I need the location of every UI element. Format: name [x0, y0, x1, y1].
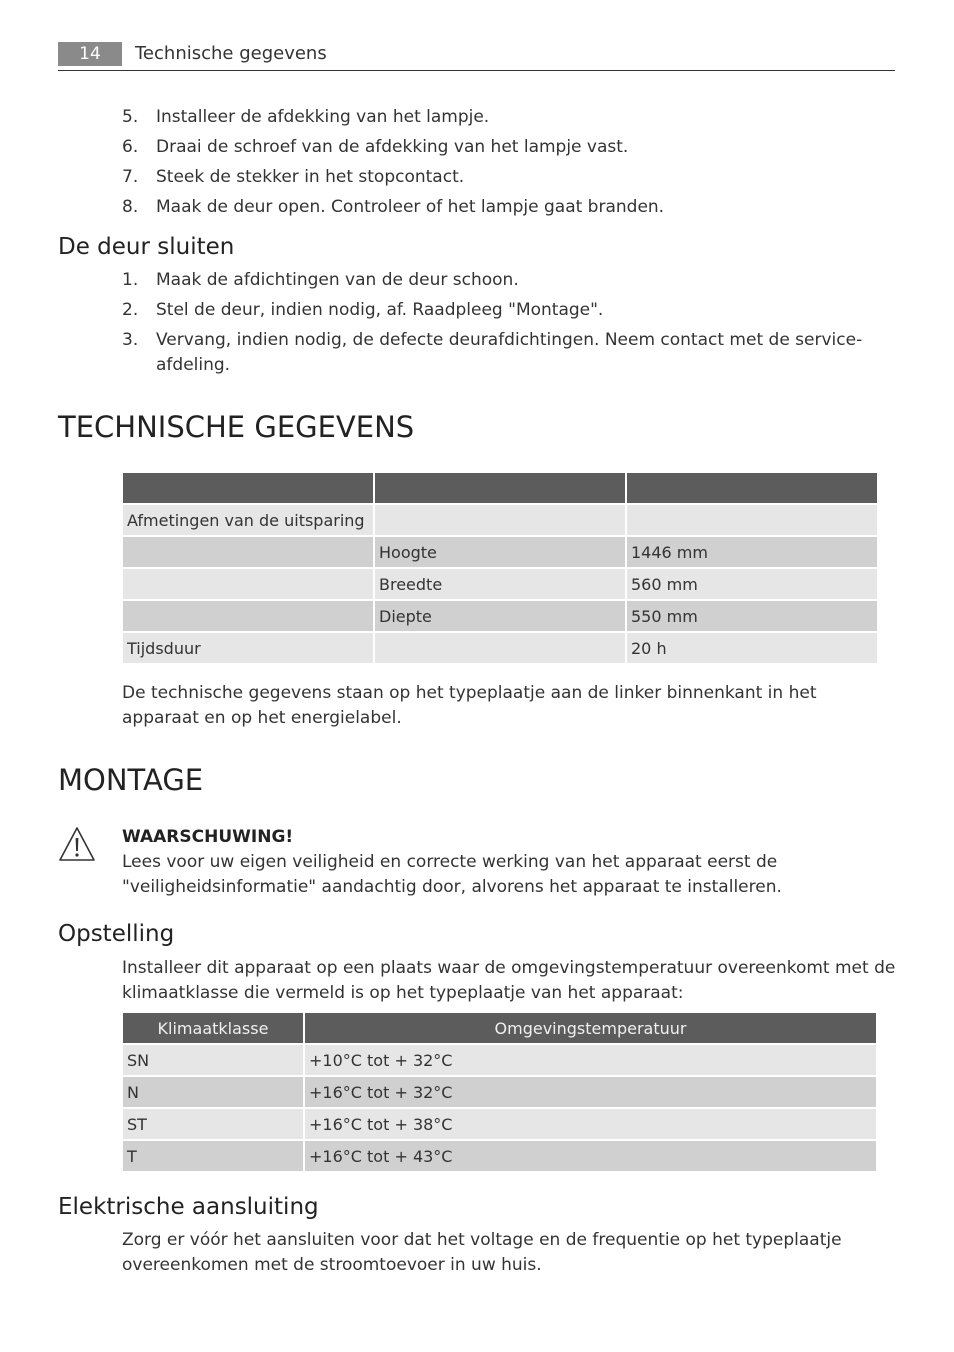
- table-cell: [123, 601, 373, 631]
- montage-heading: MONTAGE: [58, 763, 204, 797]
- door-heading: De deur sluiten: [58, 234, 235, 260]
- table-cell: [123, 569, 373, 599]
- table-row: [123, 569, 877, 599]
- table-row: [123, 537, 877, 567]
- elektrisch-text: Zorg er vóór het aansluiten voor dat het voltage en de frequentie op het typeplaatje overeenkomen met de stroomtoevoer in uw huis.: [122, 1230, 842, 1275]
- table-row: [123, 633, 877, 663]
- table-cell: [375, 505, 625, 535]
- table-cell: +16°C tot + 38°C: [305, 1109, 876, 1139]
- table-cell: +16°C tot + 32°C: [305, 1077, 876, 1107]
- list-item: 7. Steek de stekker in het stopcontact.: [122, 167, 465, 187]
- table-cell: SN: [123, 1045, 303, 1075]
- list-item: 5. Installeer de afdekking van het lampje.: [122, 107, 490, 127]
- list-item: 1. Maak de afdichtingen van de deur schoon.: [122, 270, 519, 290]
- table-cell: +10°C tot + 32°C: [305, 1045, 876, 1075]
- tech-table: [121, 471, 879, 665]
- table-header-cell: [627, 473, 877, 503]
- lamp-steps-list: [58, 105, 896, 225]
- table-cell: [375, 633, 625, 663]
- table-header-cell: [375, 473, 625, 503]
- page-number: 14: [58, 42, 122, 66]
- tech-heading: TECHNISCHE GEGEVENS: [58, 410, 415, 444]
- tech-note: De technische gegevens staan op het typeplaatje aan de linker binnenkant in het apparaat en op het energielabel.: [122, 683, 817, 728]
- table-cell: Diepte: [375, 601, 625, 631]
- table-cell: +16°C tot + 43°C: [305, 1141, 876, 1171]
- list-item: 6. Draai de schroef van de afdekking van het lampje vast.: [122, 137, 629, 157]
- table-header-row: [123, 473, 877, 503]
- table-row: [123, 1045, 876, 1075]
- table-header-cell: Omgevingstemperatuur: [305, 1013, 876, 1043]
- table-cell: 1446 mm: [627, 537, 877, 567]
- table-row: [123, 505, 877, 535]
- page-header: [58, 40, 895, 71]
- table-cell: [123, 537, 373, 567]
- list-item: 8. Maak de deur open. Controleer of het lampje gaat branden.: [122, 197, 665, 217]
- elektrisch-heading: Elektrische aansluiting: [58, 1194, 319, 1220]
- table-cell: 560 mm: [627, 569, 877, 599]
- opstelling-heading: Opstelling: [58, 921, 175, 947]
- table-row: [123, 1077, 876, 1107]
- table-header-cell: Klimaatklasse: [123, 1013, 303, 1043]
- list-item: 3. Vervang, indien nodig, de defecte deurafdichtingen. Neem contact met de service-afdeling.: [122, 330, 863, 375]
- list-item: 2. Stel de deur, indien nodig, af. Raadpleeg "Montage".: [122, 300, 604, 320]
- opstelling-text: Installeer dit apparaat op een plaats waar de omgevingstemperatuur overeenkomt met de klimaatklasse die vermeld is op het typeplaatje van het apparaat:: [122, 958, 896, 1003]
- table-cell: T: [123, 1141, 303, 1171]
- table-row: [123, 601, 877, 631]
- table-row: [123, 1109, 876, 1139]
- table-cell: 20 h: [627, 633, 877, 663]
- warning-title: WAARSCHUWING!: [122, 827, 294, 847]
- warning-triangle-icon: [58, 826, 96, 862]
- table-cell: Afmetingen van de uitsparing: [123, 505, 373, 535]
- door-steps-list: [58, 268, 896, 383]
- table-header-cell: [123, 473, 373, 503]
- climate-table: [121, 1011, 878, 1173]
- table-header-row: [123, 1013, 876, 1043]
- table-cell: [627, 505, 877, 535]
- table-row: [123, 1141, 876, 1171]
- table-cell: Tijdsduur: [123, 633, 373, 663]
- table-cell: 550 mm: [627, 601, 877, 631]
- warning-text: Lees voor uw eigen veiligheid en correcte werking van het apparaat eerst de "veiligheidsinformatie" aandachtig door, alvorens het apparaat te installeren.: [122, 852, 782, 897]
- table-cell: Breedte: [375, 569, 625, 599]
- header-section-title: Technische gegevens: [135, 43, 327, 64]
- table-cell: Hoogte: [375, 537, 625, 567]
- table-cell: ST: [123, 1109, 303, 1139]
- table-cell: N: [123, 1077, 303, 1107]
